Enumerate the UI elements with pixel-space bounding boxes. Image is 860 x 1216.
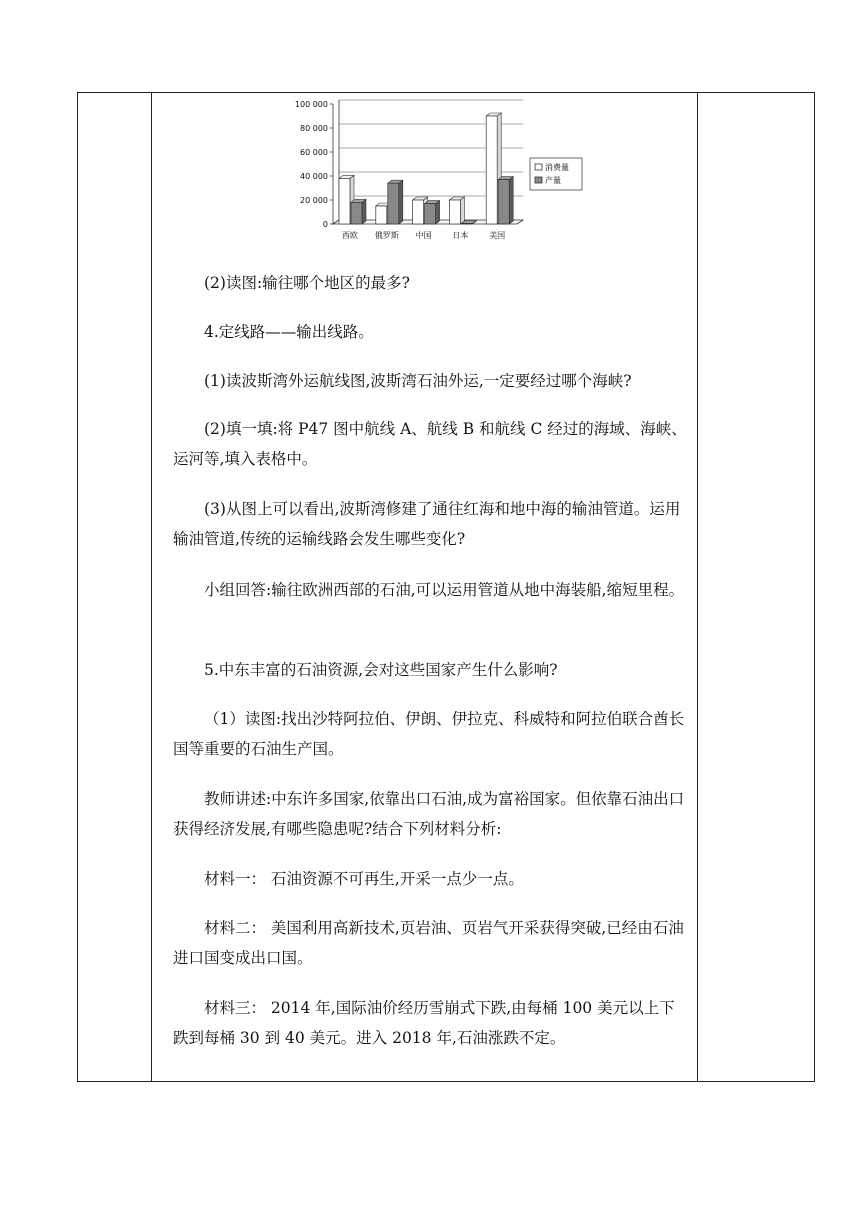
x-tick-label: 西欧	[342, 231, 358, 240]
paragraph: (2)填一填:将 P47 图中航线 A、航线 B 和航线 C 经过的海域、海峡、运河等,填入表格中。	[173, 420, 687, 468]
paragraph: 材料一： 石油资源不可再生,开采一点少一点。	[204, 870, 524, 888]
bar-production	[388, 180, 403, 224]
y-tick-label: 20 000	[300, 196, 328, 205]
legend-label-production: 产量	[545, 176, 561, 185]
y-tick-label: 60 000	[300, 148, 328, 157]
chart-back-wall	[333, 100, 339, 224]
x-tick-label: 中国	[415, 231, 432, 240]
paragraph: 4.定线路——输出线路。	[204, 323, 374, 341]
y-tick-label: 80 000	[300, 124, 328, 133]
bar-production	[498, 177, 513, 224]
bar-consumption	[449, 197, 464, 224]
paragraph: (2)读图:输往哪个地区的最多?	[204, 274, 410, 292]
y-tick-label: 0	[322, 220, 328, 229]
bar-production	[351, 199, 366, 224]
paragraph: 材料二： 美国利用高新技术,页岩油、页岩气开采获得突破,已经由石油进口国变成出口国。	[173, 919, 684, 967]
x-tick-label: 俄罗斯	[374, 231, 399, 240]
paragraph: (3)从图上可以看出,波斯湾修建了通往红海和地中海的输油管道。运用输油管道,传统的运输线路会发生哪些变化?	[173, 500, 681, 548]
legend-label-consumption: 消费量	[545, 163, 569, 172]
x-tick-label: 美国	[489, 231, 506, 240]
y-tick-label: 40 000	[300, 172, 328, 181]
oil-bar-chart	[285, 96, 595, 250]
y-tick-label: 100 000	[294, 100, 328, 109]
paragraph: (1)读波斯湾外运航线图,波斯湾石油外运,一定要经过哪个海峡?	[204, 372, 632, 390]
content-cell	[151, 92, 697, 1082]
bar-production	[425, 201, 440, 224]
paragraph: 小组回答:输往欧洲西部的石油,可以运用管道从地中海装船,缩短里程。	[204, 581, 685, 599]
paragraph: 教师讲述:中东许多国家,依靠出口石油,成为富裕国家。但依靠石油出口获得经济发展,有哪些隐患呢?结合下列材料分析:	[173, 790, 685, 838]
legend-swatch-production	[535, 177, 542, 183]
column-divider	[697, 93, 698, 1081]
legend-swatch-consumption	[535, 164, 542, 170]
paragraph: （1）读图:找出沙特阿拉伯、伊朗、伊拉克、科威特和阿拉伯联合酋长国等重要的石油生产国。	[173, 710, 685, 758]
paragraph: 5.中东丰富的石油资源,会对这些国家产生什么影响?	[204, 661, 558, 679]
x-tick-label: 日本	[452, 231, 469, 240]
paragraph: 材料三： 2014 年,国际油价经历雪崩式下跌,由每桶 100 美元以上下跌到每桶 30 到 40 美元。进入 2018 年,石油涨跌不定。	[173, 999, 675, 1047]
chart-legend	[530, 158, 582, 190]
